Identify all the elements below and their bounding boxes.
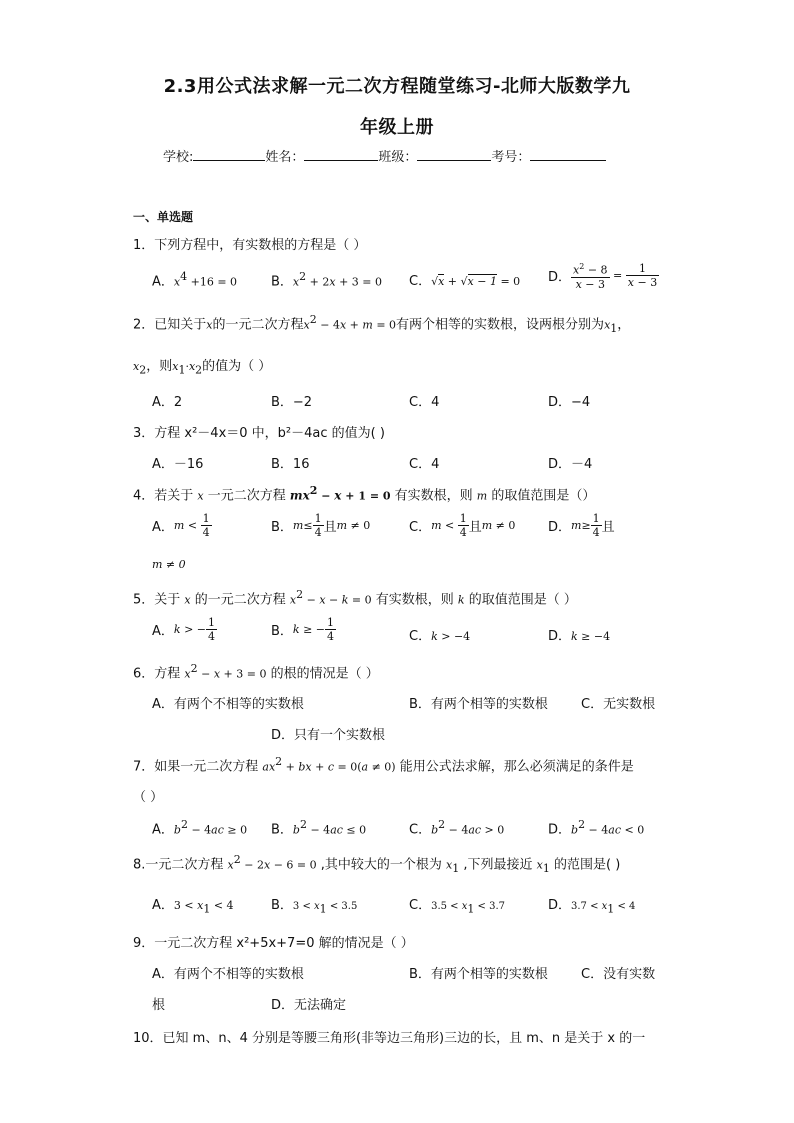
title-line-1: 2.3用公式法求解一元二次方程随堂练习-北师大版数学九: [163, 76, 631, 97]
q2-text: ，: [617, 317, 631, 333]
question-2-stem-line2: $x_2$，则$x_1\cdot x_2$的值为（ ）: [133, 359, 272, 377]
q5-text: 有实数根，则: [371, 592, 458, 608]
q1-option-a: A．$x^4 +16 = 0$: [152, 270, 238, 290]
q2-option-d: D．−4: [548, 395, 591, 410]
number-blank[interactable]: [530, 148, 606, 161]
option-letter: A．: [152, 898, 174, 913]
q5-option-a: A．k > − $\frac{1}{4}$: [152, 616, 216, 643]
q4-text: 一元二次方程: [203, 488, 290, 504]
q6-option-d: D．只有一个实数根: [271, 728, 386, 743]
school-blank[interactable]: [193, 148, 265, 161]
q8-option-d: D．$3.7 < x_1 < 4$: [548, 898, 636, 916]
q4-text: 且: [601, 520, 615, 535]
q5-text: 的取值范围是（ ）: [464, 592, 577, 608]
q7-option-d: D．$b^2 - 4ac < 0$: [548, 818, 645, 838]
question-4-stem: 4．若关于 x 一元二次方程 $mx^2 - x + 1 = 0$ 有实数根，则 m 的取值范围是（）: [133, 484, 596, 504]
q4-option-d-continued: [152, 557, 186, 572]
option-letter: D．: [548, 822, 572, 838]
name-label: 姓名：: [265, 150, 305, 165]
option-letter: B．: [271, 624, 293, 639]
question-8-stem: 8.一元二次方程 $x^2 - 2x - 6 = 0$ ,其中较大的一个根为 $x_1$ ,下列最接近 $x_1$ 的范围是( ): [133, 853, 621, 875]
q5-option-c: C．k > −4: [409, 629, 471, 644]
question-10-stem: 10．已知 m、n、4 分别是等腰三角形(非等边三角形)三边的长，且 m、n 是关于 x 的一: [133, 1031, 646, 1046]
q5-option-b: B．k ≥ − $\frac{1}{4}$: [271, 616, 335, 643]
question-6-stem: 6．方程 $x^2 - x + 3 = 0$ 的根的情况是（ ）: [133, 662, 379, 682]
q5-text: 5．关于: [133, 592, 185, 608]
q3-option-b: B．16: [271, 457, 310, 472]
option-letter: C．: [409, 822, 432, 838]
q2-text: 有两个相等的实数根，设两根分别为: [396, 317, 605, 333]
question-9-stem: 9．一元二次方程 x²+5x+7=0 解的情况是（ ）: [133, 936, 414, 951]
q8-option-a: A．$3 < x_1 < 4$: [152, 898, 234, 916]
q7-text: 能用公式法求解，那么必须满足的条件是: [395, 759, 634, 775]
q6-option-b: B．有两个相等的实数根: [409, 697, 548, 712]
student-info-row: [163, 146, 606, 165]
q4-text: 且: [323, 520, 337, 535]
number-label: 考号：: [491, 150, 531, 165]
q9-option-b: B．有两个相等的实数根: [409, 967, 548, 982]
q4-text: 4．若关于: [133, 488, 198, 504]
q8-option-b: B．$3 < x_1 < 3.5$: [271, 898, 358, 916]
option-letter: C．: [409, 629, 432, 644]
option-letter: A．: [152, 624, 174, 639]
q9-option-a: A．有两个不相等的实数根: [152, 967, 304, 982]
class-label: 班级：: [378, 150, 418, 165]
q5-text: 的一元二次方程: [190, 592, 290, 608]
option-letter: A．: [152, 822, 174, 838]
option-letter: B．: [271, 520, 293, 535]
q8-text: 的范围是( ): [549, 857, 621, 873]
section-heading: 一、单选题: [133, 210, 194, 224]
q2-option-b: B．−2: [271, 395, 313, 410]
q8-text: ,下列最接近: [459, 857, 537, 873]
name-blank[interactable]: [304, 148, 378, 161]
q2-text: ，则: [146, 359, 173, 374]
q3-option-d: D．－4: [548, 457, 593, 472]
q2-option-a: A．2: [152, 395, 183, 410]
q2-text: 2．已知关于: [133, 317, 207, 333]
option-letter: B．: [271, 274, 293, 290]
q4-option-a: A．m < $\frac{1}{4}$: [152, 512, 210, 539]
q5-option-d: D．k ≥ −4: [548, 629, 611, 644]
q4-text: 有实数根，则: [390, 488, 477, 504]
q4-option-d: D．m≥ $\frac{1}{4}$ 且: [548, 512, 615, 539]
q8-text: ,其中较大的一个根为: [316, 857, 447, 873]
q6-option-c: C．无实数根: [581, 697, 656, 712]
q4-text: 且: [468, 520, 482, 535]
question-7-stem: 7．如果一元二次方程 $ax^2$ + bx + c = 0(a ≠ 0) 能用公式法求解，那么必须满足的条件是: [133, 755, 634, 775]
q9-option-c: C．没有实数: [581, 967, 656, 982]
q6-text: 的根的情况是（ ）: [266, 666, 379, 682]
q9-option-c-continued: 根: [152, 998, 166, 1013]
q3-option-a: A．－16: [152, 457, 204, 472]
q2-option-c: C．4: [409, 395, 440, 410]
title-line-2: 年级上册: [360, 117, 434, 138]
q2-text: 的值为（ ）: [202, 359, 272, 374]
q2-text: 的一元二次方程: [212, 317, 304, 333]
q1-option-d: D． $\frac{x^2 - 8}{x - 3}$ = $\frac{1}{x - 3}$: [548, 261, 658, 291]
question-2-stem-line1: 2．已知关于x的一元二次方程$x^2 - 4x + m = 0$有两个相等的实数根，设两根分别为$x_1$，: [133, 313, 631, 335]
question-1-stem: 1．下列方程中，有实数根的方程是（ ）: [133, 238, 367, 253]
option-letter: C．: [409, 898, 432, 913]
question-3-stem: 3．方程 x²－4x＝0 中，b²－4ac 的值为( ): [133, 426, 385, 441]
option-letter: A．: [152, 520, 174, 535]
option-letter: A．: [152, 274, 174, 290]
q3-option-c: C．4: [409, 457, 440, 472]
option-letter: C．: [409, 274, 432, 289]
q4-option-c: C．m < $\frac{1}{4}$ 且m ≠ 0: [409, 512, 516, 539]
q4-tail: m ≠ 0: [152, 558, 186, 571]
question-7-stem-line2: （ ）: [133, 790, 164, 805]
class-blank[interactable]: [417, 148, 491, 161]
q8-text: 8.一元二次方程: [133, 857, 228, 873]
question-5-stem: 5．关于 x 的一元二次方程 $x^2 - x - k = 0$ 有实数根，则 k 的取值范围是（ ）: [133, 588, 577, 608]
school-label: 学校:: [163, 150, 194, 165]
option-letter: C．: [409, 520, 432, 535]
q4-option-b: B．m≤ $\frac{1}{4}$ 且m ≠ 0: [271, 512, 371, 539]
q6-option-a: A．有两个不相等的实数根: [152, 697, 304, 712]
q8-option-c: C．$3.5 < x_1 < 3.7$: [409, 898, 505, 916]
q7-option-c: C．$b^2 - 4ac > 0$: [409, 818, 505, 838]
q4-text: 的取值范围是（）: [487, 488, 596, 504]
option-letter: B．: [271, 898, 293, 913]
q9-option-d: D．无法确定: [271, 998, 347, 1013]
q1-option-c: C．√x + √x − 1 = 0: [409, 274, 521, 289]
q1-option-b: B．$x^2 + 2x + 3 = 0$: [271, 270, 382, 290]
option-letter: D．: [548, 269, 572, 285]
q6-text: 6．方程: [133, 666, 185, 682]
option-letter: D．: [548, 898, 572, 913]
q7-text: 7．如果一元二次方程: [133, 759, 263, 775]
q7-option-b: B．$b^2 - 4ac \le 0$: [271, 818, 367, 838]
option-letter: D．: [548, 520, 572, 535]
option-letter: B．: [271, 822, 293, 838]
q7-option-a: A．$b^2 - 4ac \ge 0$: [152, 818, 248, 838]
option-letter: D．: [548, 629, 572, 644]
